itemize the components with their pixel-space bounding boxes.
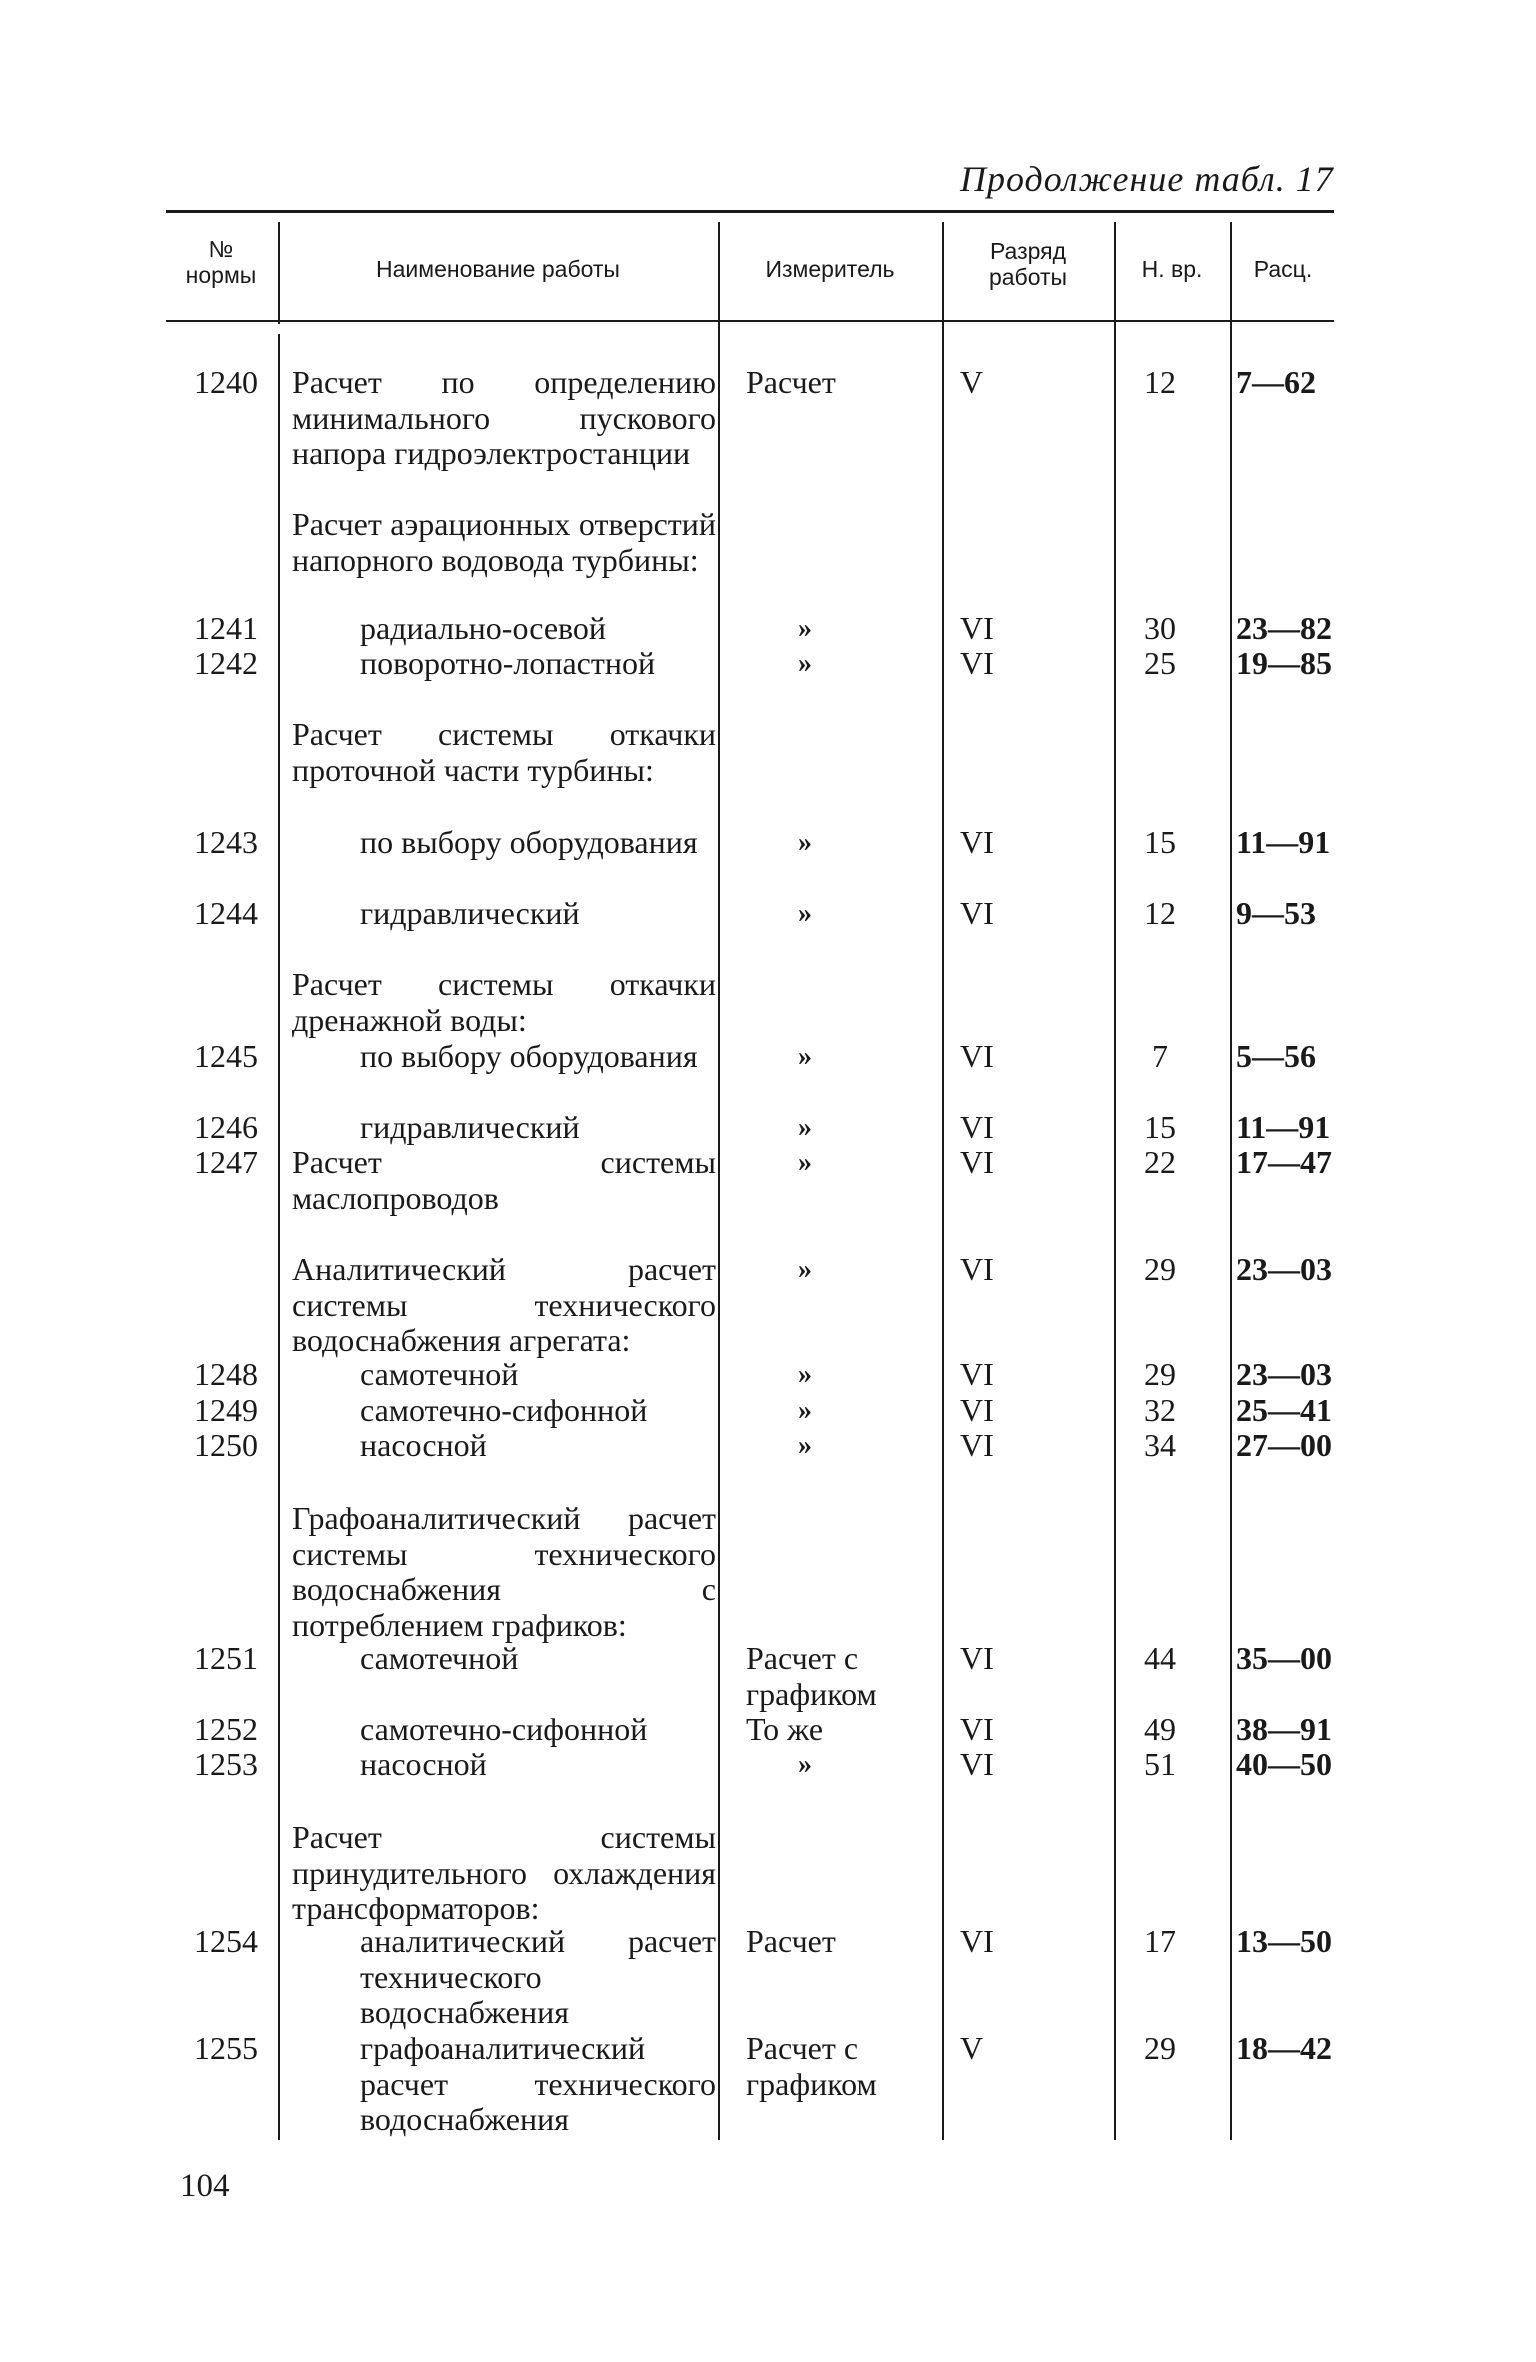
cell-grade: VI	[960, 1427, 994, 1463]
cell-num: 1241	[194, 610, 258, 646]
cell-measure: »	[798, 613, 812, 644]
column-divider	[1230, 222, 1232, 2140]
cell-measure: »	[798, 1254, 812, 1285]
cell-measure: »	[798, 1359, 812, 1390]
table-header-rule	[166, 320, 1334, 322]
cell-measure: »	[798, 1112, 812, 1143]
cell-name: самотечной	[360, 1356, 519, 1392]
header-grade-line1: Разряд	[989, 238, 1067, 264]
cell-measure: »	[798, 648, 812, 679]
cell-name: самотечно-сифонной	[360, 1392, 648, 1428]
header-name: Наименование работы	[376, 256, 620, 282]
cell-rate: 23—82	[1236, 610, 1332, 646]
cell-name: Расчет по определению минимального пускового напора гидроэлектростанции	[292, 364, 716, 471]
cell-rate: 5—56	[1236, 1038, 1316, 1074]
cell-grade: VI	[960, 1251, 994, 1287]
cell-time: 34	[1144, 1427, 1176, 1463]
cell-rate: 11—91	[1236, 824, 1331, 860]
cell-time: 15	[1144, 824, 1176, 860]
cell-time: 29	[1144, 1251, 1176, 1287]
cell-grade: VI	[960, 824, 994, 860]
cell-name: графоаналитический расчет технического водоснабжения	[360, 2030, 716, 2137]
cell-time: 29	[1144, 2030, 1176, 2066]
cell-rate: 13—50	[1236, 1923, 1332, 1959]
cell-num: 1242	[194, 645, 258, 681]
cell-name: Расчет системы принудительного охлаждения трансформаторов:	[292, 1819, 716, 1926]
cell-grade: VI	[960, 1746, 994, 1782]
cell-measure: »	[798, 1395, 812, 1426]
cell-grade: VI	[960, 1392, 994, 1428]
cell-time: 44	[1144, 1640, 1176, 1676]
cell-name: по выбору оборудования	[360, 824, 698, 860]
cell-name: самотечной	[360, 1640, 519, 1676]
cell-measure: »	[798, 827, 812, 858]
cell-name: Расчет системы откачки проточной части турбины:	[292, 716, 716, 788]
cell-num: 1249	[194, 1392, 258, 1428]
cell-measure: »	[798, 1041, 812, 1072]
cell-time: 22	[1144, 1144, 1176, 1180]
cell-num: 1254	[194, 1923, 258, 1959]
cell-measure: »	[798, 898, 812, 929]
table-top-rule	[166, 210, 1334, 213]
cell-rate: 19—85	[1236, 645, 1332, 681]
cell-measure: »	[798, 1749, 812, 1780]
header-rate: Расц.	[1253, 256, 1313, 282]
cell-name: насосной	[360, 1427, 487, 1463]
column-divider	[278, 334, 280, 2140]
cell-rate: 25—41	[1236, 1392, 1332, 1428]
cell-time: 15	[1144, 1109, 1176, 1145]
cell-measure: Расчет	[746, 364, 836, 400]
cell-rate: 38—91	[1236, 1711, 1332, 1747]
cell-time: 30	[1144, 610, 1176, 646]
cell-name: Расчет системы маслопроводов	[292, 1144, 716, 1216]
cell-name: Графоаналитический расчет системы технического водоснабжения с потреблением графиков:	[292, 1500, 716, 1643]
cell-grade: VI	[960, 610, 994, 646]
cell-measure: Расчет с графиком	[746, 1640, 877, 1712]
cell-time: 17	[1144, 1923, 1176, 1959]
cell-grade: VI	[960, 1711, 994, 1747]
header-num-line1: №	[208, 236, 234, 262]
cell-grade: VI	[960, 1038, 994, 1074]
cell-name: радиально-осевой	[360, 610, 607, 646]
cell-grade: V	[960, 364, 984, 400]
cell-time: 32	[1144, 1392, 1176, 1428]
cell-measure: »	[798, 1430, 812, 1461]
cell-name: насосной	[360, 1746, 487, 1782]
cell-num: 1253	[194, 1746, 258, 1782]
cell-measure: Расчет с графиком	[746, 2030, 877, 2102]
cell-measure: »	[798, 1147, 812, 1178]
cell-num: 1246	[194, 1109, 258, 1145]
cell-rate: 27—00	[1236, 1427, 1332, 1463]
cell-name: Расчет аэрационных отверстий напорного водовода турбины:	[292, 506, 716, 578]
cell-name: Аналитический расчет системы технического водоснабжения агрегата:	[292, 1251, 716, 1358]
cell-grade: VI	[960, 645, 994, 681]
cell-num: 1250	[194, 1427, 258, 1463]
cell-name: Расчет системы откачки дренажной воды:	[292, 966, 716, 1038]
cell-rate: 23—03	[1236, 1356, 1332, 1392]
cell-num: 1240	[194, 364, 258, 400]
cell-measure: Расчет	[746, 1923, 836, 1959]
cell-num: 1247	[194, 1144, 258, 1180]
cell-num: 1245	[194, 1038, 258, 1074]
cell-rate: 9—53	[1236, 895, 1316, 931]
cell-rate: 35—00	[1236, 1640, 1332, 1676]
header-time: Н. вр.	[1141, 256, 1203, 282]
cell-num: 1252	[194, 1711, 258, 1747]
cell-time: 12	[1144, 364, 1176, 400]
cell-name: гидравлический	[360, 895, 580, 931]
header-num-line2: нормы	[185, 262, 257, 288]
cell-time: 7	[1152, 1038, 1168, 1074]
cell-name: поворотно-лопастной	[360, 645, 656, 681]
cell-rate: 7—62	[1236, 364, 1316, 400]
cell-rate: 23—03	[1236, 1251, 1332, 1287]
cell-num: 1251	[194, 1640, 258, 1676]
header-num	[166, 236, 276, 288]
cell-grade: VI	[960, 1109, 994, 1145]
cell-grade: V	[960, 2030, 984, 2066]
cell-time: 29	[1144, 1356, 1176, 1392]
header-measure: Измеритель	[765, 256, 895, 282]
table-caption: Продолжение табл. 17	[960, 159, 1334, 199]
cell-grade: VI	[960, 1923, 994, 1959]
cell-grade: VI	[960, 1640, 994, 1676]
cell-measure: То же	[746, 1711, 824, 1747]
cell-name: самотечно-сифонной	[360, 1711, 648, 1747]
cell-grade: VI	[960, 1356, 994, 1392]
cell-time: 51	[1144, 1746, 1176, 1782]
cell-num: 1243	[194, 824, 258, 860]
cell-rate: 18—42	[1236, 2030, 1332, 2066]
column-divider	[718, 222, 720, 2140]
cell-num: 1255	[194, 2030, 258, 2066]
header-grade	[944, 238, 1112, 290]
cell-num: 1248	[194, 1356, 258, 1392]
cell-time: 12	[1144, 895, 1176, 931]
cell-name: по выбору оборудования	[360, 1038, 698, 1074]
cell-num: 1244	[194, 895, 258, 931]
cell-rate: 17—47	[1236, 1144, 1332, 1180]
header-grade-line2: работы	[988, 264, 1068, 290]
column-divider	[942, 222, 944, 2140]
cell-rate: 11—91	[1236, 1109, 1331, 1145]
cell-name: аналитический расчет технического водоснабжения	[360, 1923, 716, 2030]
cell-time: 25	[1144, 645, 1176, 681]
cell-grade: VI	[960, 895, 994, 931]
page-number: 104	[180, 2168, 230, 2204]
cell-name: гидравлический	[360, 1109, 580, 1145]
column-divider	[1114, 222, 1116, 2140]
cell-rate: 40—50	[1236, 1746, 1332, 1782]
cell-grade: VI	[960, 1144, 994, 1180]
cell-time: 49	[1144, 1711, 1176, 1747]
